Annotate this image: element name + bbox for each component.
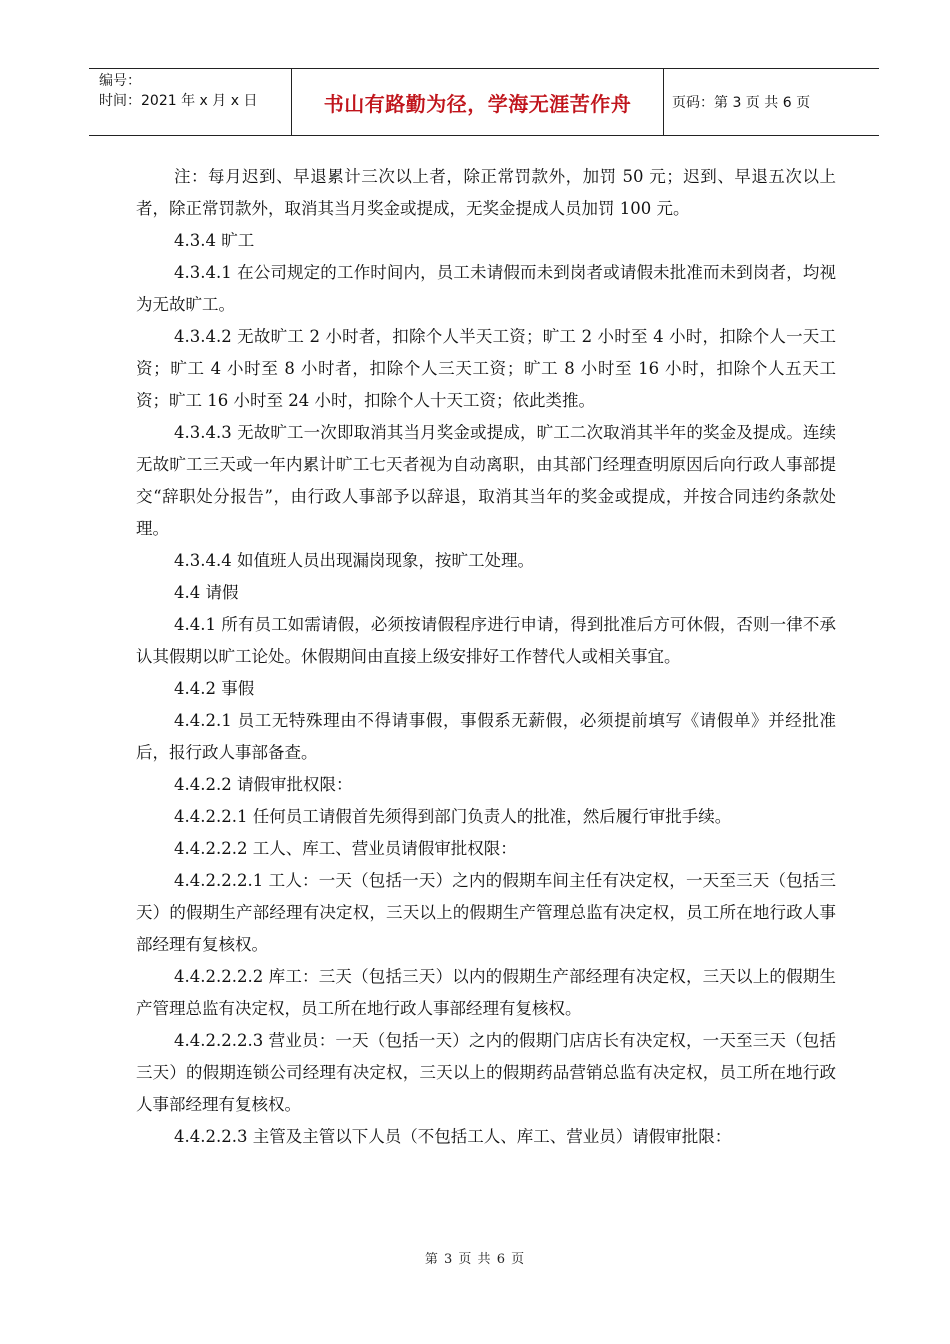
paragraph-4-3-4-4: 4.3.4.4 如值班人员出现漏岗现象，按旷工处理。	[174, 551, 534, 570]
header-meta	[89, 69, 291, 135]
paragraph-note: 注：每月迟到、早退累计三次以上者，除正常罚款外，加罚 50 元；迟到、早退五次以上者，除正常罚款外，取消其当月奖金或提成，无奖金提成人员加罚 100 元。	[136, 167, 836, 218]
header-page-label: 页码：第 3 页 共 6 页	[672, 95, 811, 111]
paragraph-4-4-2-2-1: 4.4.2.2.1 任何员工请假首先须得到部门负责人的批准，然后履行审批手续。	[174, 807, 732, 826]
section-heading-4-3-4: 4.3.4 旷工	[174, 231, 255, 250]
paragraph-4-4-2-2-2-3: 4.4.2.2.2.3 营业员：一天（包括一天）之内的假期门店店长有决定权，一天至三天（包括三天）的假期连锁公司经理有决定权，三天以上的假期药品营销总监有决定权，员工所在地行政人事部经理有复核权。	[136, 1031, 836, 1114]
time-label: 时间：2021 年 x 月 x 日	[99, 93, 258, 109]
paragraph-4-4-2-2-3: 4.4.2.2.3 主管及主管以下人员（不包括工人、库工、营业员）请假审批限：	[174, 1127, 732, 1146]
paragraph-4-4-2-2-2-1: 4.4.2.2.2.1 工人：一天（包括一天）之内的假期车间主任有决定权，一天至三天（包括三天）的假期生产部经理有决定权，三天以上的假期生产管理总监有决定权，员工所在地行政人事部经理有复核权。	[136, 871, 836, 954]
paragraph-4-4-2-2-2-2: 4.4.2.2.2.2 库工：三天（包括三天）以内的假期生产部经理有决定权，三天以上的假期生产管理总监有决定权，员工所在地行政人事部经理有复核权。	[136, 967, 836, 1018]
document-body	[136, 161, 836, 1153]
section-heading-4-4: 4.4 请假	[174, 583, 239, 602]
header-motto: 书山有路勤为径，学海无涯苦作舟	[291, 69, 664, 135]
paragraph-4-4-1: 4.4.1 所有员工如需请假，必须按请假程序进行申请，得到批准后方可休假，否则一律不承认其假期以旷工论处。休假期间由直接上级安排好工作替代人或相关事宜。	[136, 615, 836, 666]
paragraph-4-4-2-2-2: 4.4.2.2.2 工人、库工、营业员请假审批权限：	[174, 839, 517, 858]
paragraph-4-4-2-1: 4.4.2.1 员工无特殊理由不得请事假，事假系无薪假，必须提前填写《请假单》并经批准后，报行政人事部备查。	[136, 711, 836, 762]
page-footer	[0, 1248, 950, 1267]
footer-page-number: 第 3 页 共 6 页	[424, 1252, 526, 1267]
paragraph-4-3-4-2: 4.3.4.2 无故旷工 2 小时者，扣除个人半天工资；旷工 2 小时至 4 小时，扣除个人一天工资；旷工 4 小时至 8 小时者，扣除个人三天工资；旷工 8 小时至 16 小时，扣除个人五天工资；旷工 16 小时至 24 小时，扣除个人十天工资；依此类推。	[136, 327, 836, 410]
document-header	[89, 68, 879, 136]
section-heading-4-4-2: 4.4.2 事假	[174, 679, 255, 698]
number-label: 编号：	[99, 73, 141, 89]
paragraph-4-3-4-1: 4.3.4.1 在公司规定的工作时间内，员工未请假而未到岗者或请假未批准而未到岗者，均视为无故旷工。	[136, 263, 836, 314]
paragraph-4-3-4-3: 4.3.4.3 无故旷工一次即取消其当月奖金或提成，旷工二次取消其半年的奖金及提成。连续无故旷工三天或一年内累计旷工七天者视为自动离职，由其部门经理查明原因后向行政人事部提交“辞职处分报告”，由行政人事部予以辞退，取消其当年的奖金或提成，并按合同违约条款处理。	[136, 423, 836, 538]
paragraph-4-4-2-2: 4.4.2.2 请假审批权限：	[174, 775, 353, 794]
